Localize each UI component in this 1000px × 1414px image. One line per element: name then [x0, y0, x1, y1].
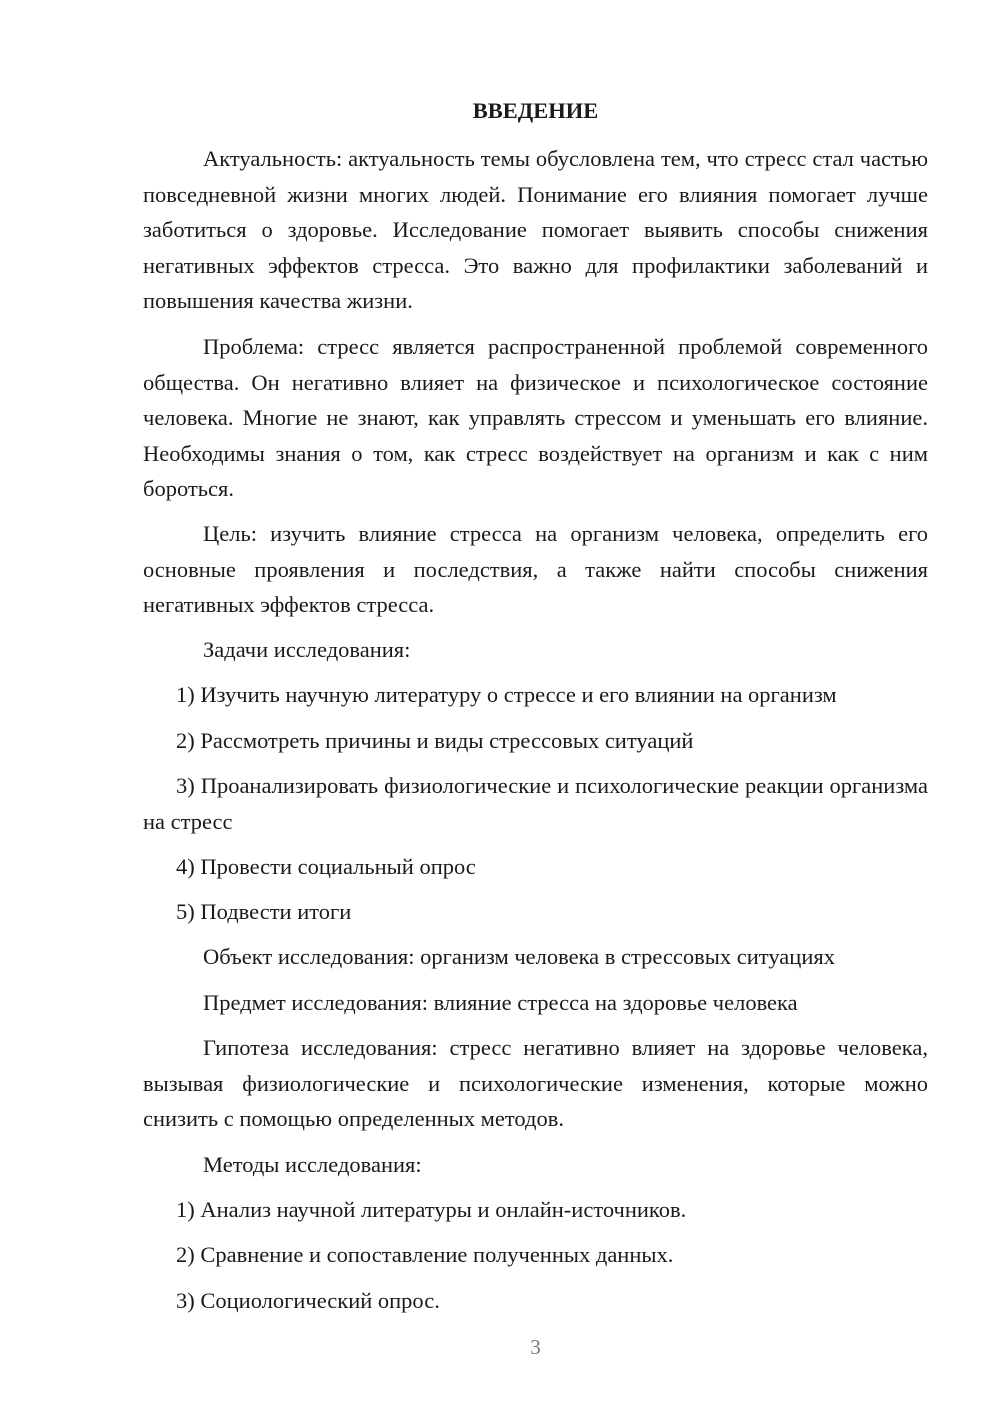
page-number: 3 — [530, 1335, 541, 1359]
paragraph-methods-heading: Методы исследования: — [203, 1152, 422, 1177]
paragraph-tasks-heading: Задачи исследования: — [203, 637, 411, 662]
paragraph-subject: Предмет исследования: влияние стресса на здоровье человека — [203, 990, 798, 1015]
paragraph-problem: Проблема: стресс является распространенной проблемой современного общества. Он негативно влияет на физическое и психологическое состояние человека. Многие не знают, как управлять стрессом и уменьшать его влияние. Необходимы знания о том, как стресс воздействует на организм и как с ним бороться. — [143, 334, 928, 501]
task-item-1: 1) Изучить научную литературу о стрессе и его влиянии на организм — [176, 682, 837, 707]
document-page — [143, 0, 928, 1414]
paragraph-hypothesis: Гипотеза исследования: стресс негативно влияет на здоровье человека, вызывая физиологические и психологические изменения, которые можно снизить с помощью определенных методов. — [143, 1035, 928, 1131]
method-item-3: 3) Социологический опрос. — [176, 1288, 440, 1313]
task-item-5: 5) Подвести итоги — [176, 899, 352, 924]
paragraph-object: Объект исследования: организм человека в стрессовых ситуациях — [203, 944, 835, 969]
paragraph-relevance: Актуальность: актуальность темы обусловлена тем, что стресс стал частью повседневной жизни многих людей. Понимание его влияния помогает лучше заботиться о здоровье. Исследование помогает выявить способы снижения негативных эффектов стресса. Это важно для профилактики заболеваний и повышения качества жизни. — [143, 146, 928, 313]
paragraph-goal: Цель: изучить влияние стресса на организм человека, определить его основные проявления и последствия, а также найти способы снижения негативных эффектов стресса. — [143, 521, 928, 617]
method-item-1: 1) Анализ научной литературы и онлайн-источников. — [176, 1197, 687, 1222]
task-item-4: 4) Провести социальный опрос — [176, 854, 476, 879]
task-item-3: 3) Проанализировать физиологические и психологические реакции организма на стресс — [143, 773, 928, 834]
section-title: ВВЕДЕНИЕ — [472, 98, 599, 123]
task-item-2: 2) Рассмотреть причины и виды стрессовых ситуаций — [176, 728, 694, 753]
method-item-2: 2) Сравнение и сопоставление полученных данных. — [176, 1242, 674, 1267]
